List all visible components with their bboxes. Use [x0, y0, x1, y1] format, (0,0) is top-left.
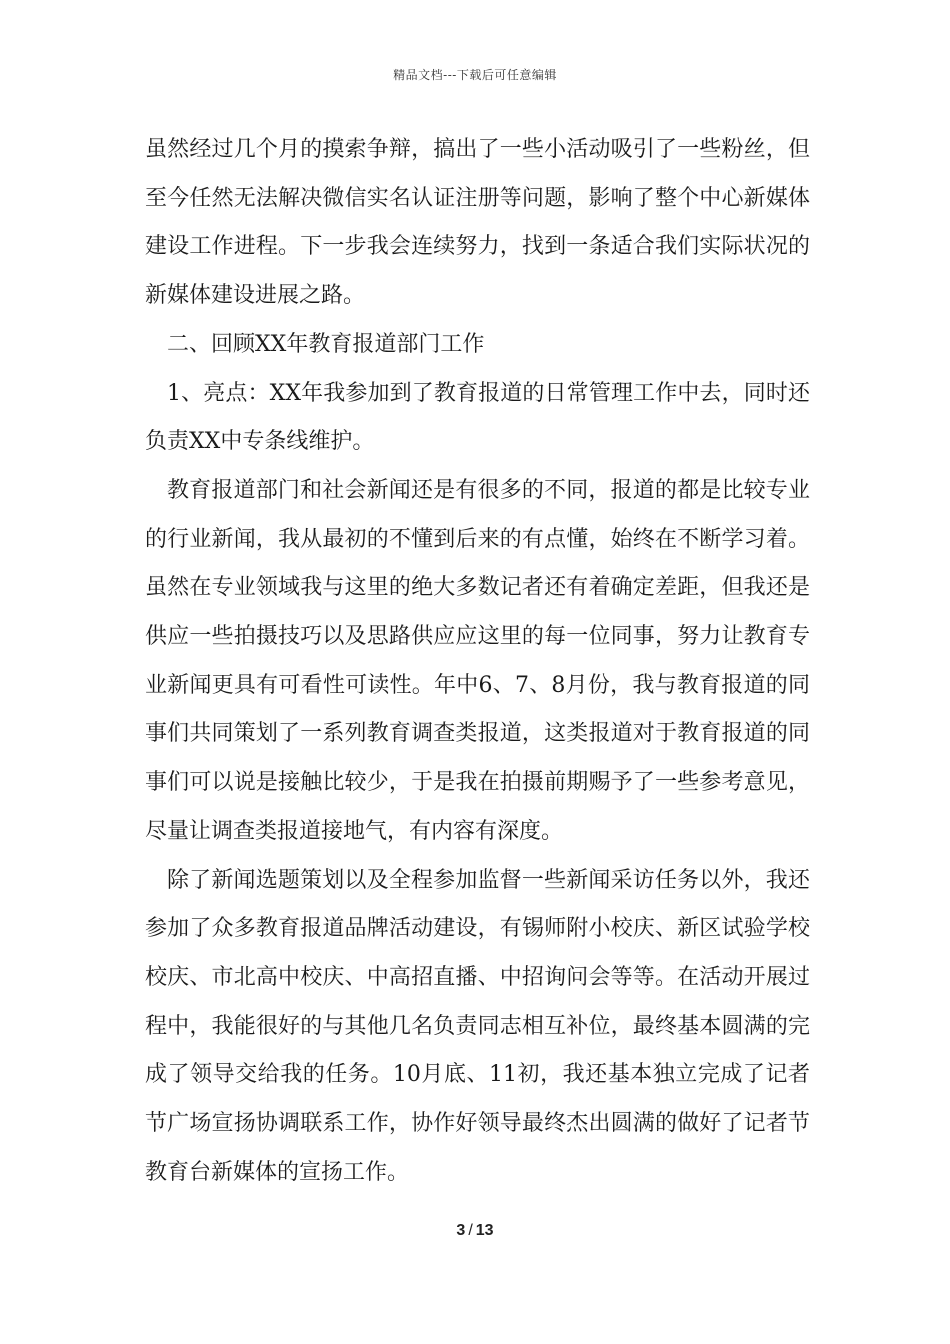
- current-page: 3: [456, 1222, 466, 1239]
- paragraph-1: 虽然经过几个月的摸索争辩，搞出了一些小活动吸引了一些粉丝，但至今任然无法解决微信实名认证注册等问题，影响了整个中心新媒体建设工作进程。下一步我会连续努力，找到一条适合我们实际状况的新媒体建设进展之路。: [145, 137, 810, 309]
- total-pages: 13: [475, 1222, 494, 1239]
- page-number: [0, 1222, 950, 1240]
- section-heading: 二、回顾XX年教育报道部门工作: [167, 331, 485, 357]
- paragraph-2: 教育报道部门和社会新闻还是有很多的不同，报道的都是比较专业的行业新闻，我从最初的不懂到后来的有点懂，始终在不断学习着。虽然在专业领域我与这里的绝大多数记者还有着确定差距，但我还是供应一些拍摄技巧以及思路供应应这里的每一位同事，努力让教育专业新闻更具有可看性可读性。年中6、7、8月份，我与教育报道的同事们共同策划了一系列教育调查类报道，这类报道对于教育报道的同事们可以说是接触比较少，于是我在拍摄前期赐予了一些参考意见，尽量让调查类报道接地气，有内容有深度。: [145, 477, 810, 844]
- paragraph-highlight: 1、亮点：XX年我参加到了教育报道的日常管理工作中去，同时还负责XX中专条线维护。: [145, 380, 810, 455]
- paragraph-3: 除了新闻选题策划以及全程参加监督一些新闻采访任务以外，我还参加了众多教育报道品牌活动建设，有锡师附小校庆、新区试验学校校庆、市北高中校庆、中高招直播、中招询问会等等。在活动开展过程中，我能很好的与其他几名负责同志相互补位，最终基本圆满的完成了领导交给我的任务。10月底、11初，我还基本独立完成了记者节广场宣扬协调联系工作，协作好领导最终杰出圆满的做好了记者节教育台新媒体的宣扬工作。: [145, 867, 810, 1185]
- page-separator: /: [468, 1222, 473, 1239]
- document-body: [145, 126, 810, 1197]
- page-header: 精品文档---下载后可任意编辑: [393, 68, 557, 82]
